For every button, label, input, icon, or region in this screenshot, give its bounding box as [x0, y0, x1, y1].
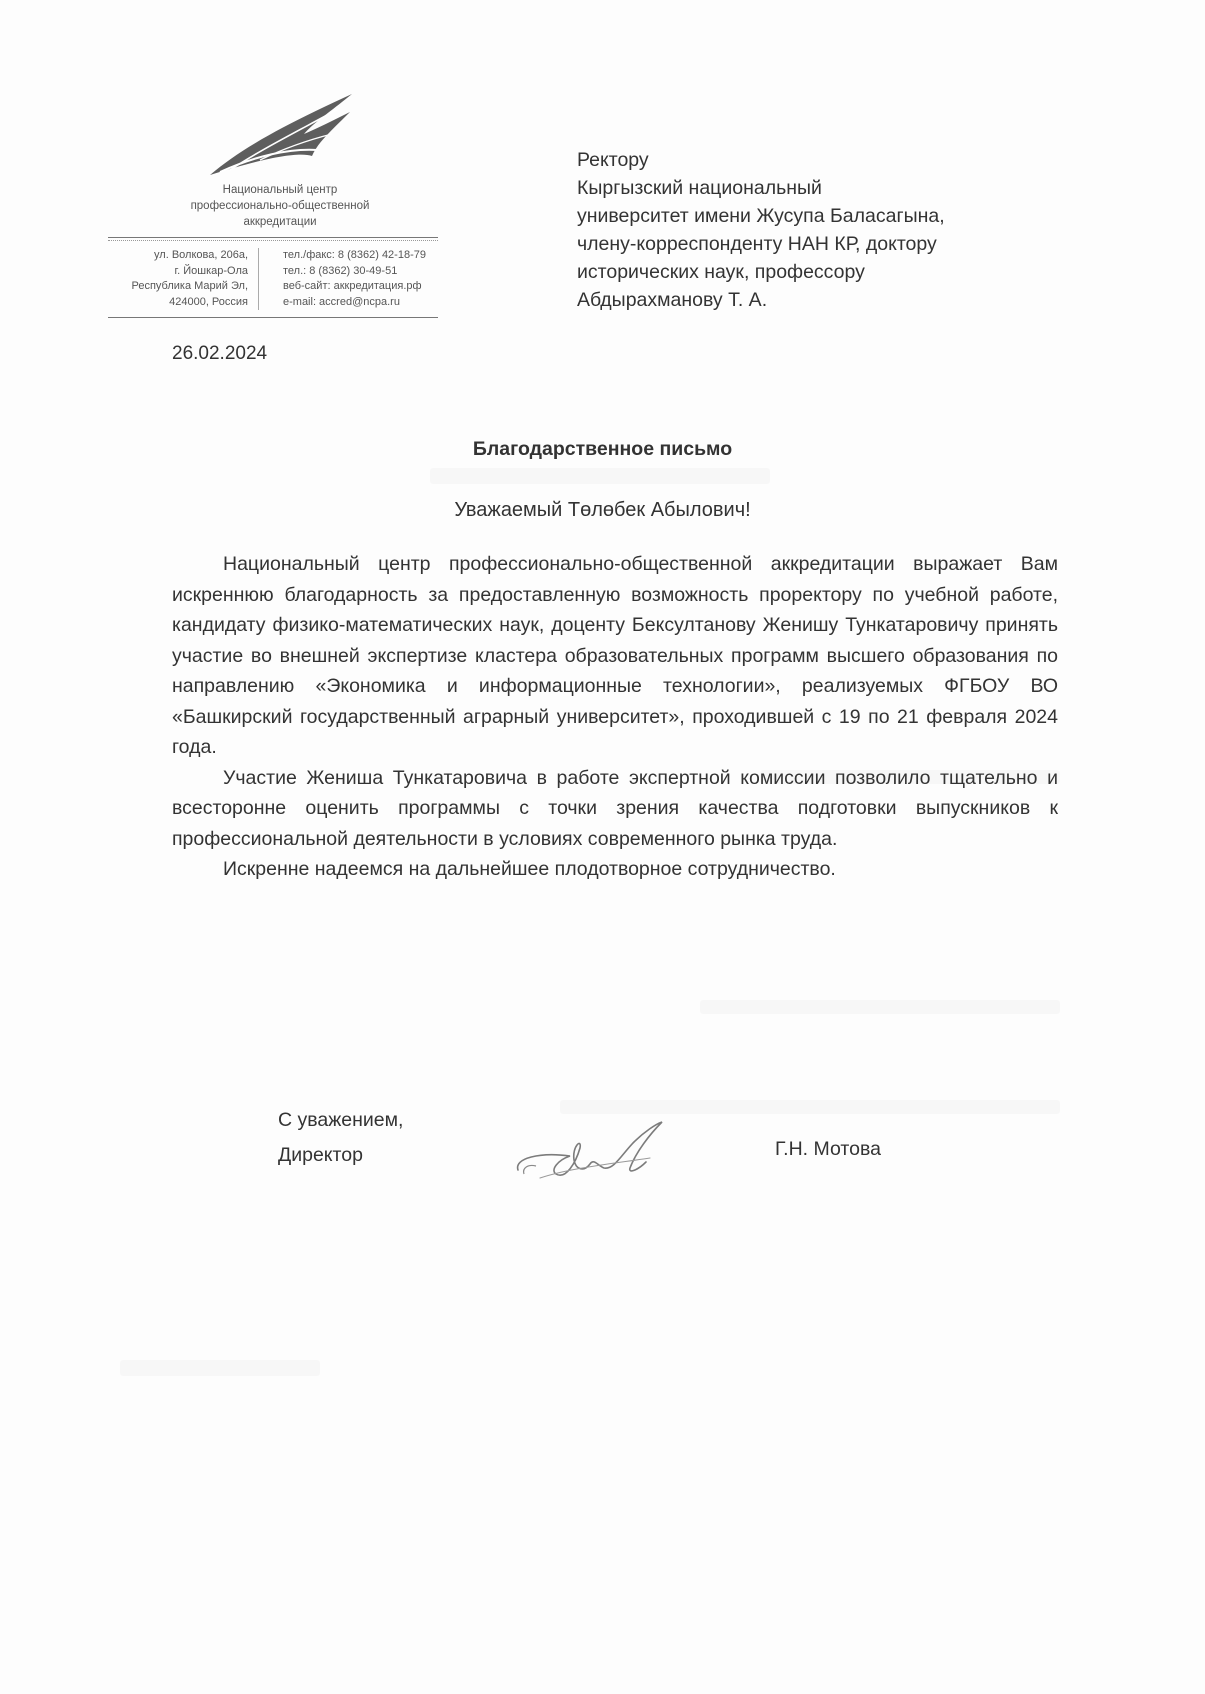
closing-regards: С уважением,: [278, 1109, 404, 1131]
letter-title: Благодарственное письмо: [472, 438, 733, 460]
contact-line: веб-сайт: аккредитация.рф: [283, 280, 422, 292]
body-paragraph: Национальный центр профессионально-общественной аккредитации выражает Вам искреннюю благодарность за предоставленную возможность проректору по учебной работе, кандидату физико-математических наук, доценту Бексултанову Женишу Тункатаровичу принять участие во внешней экспертизе кластера образовательных программ высшего образования по направлению «Экономика и информационные технологии», реализуемых ФГБОУ ВО «Башкирский государственный аграрный университет», проходившей с 19 по 21 февраля 2024 года.: [172, 553, 1058, 758]
letterhead-divider: [108, 237, 438, 238]
org-name-line: профессионально-общественной: [190, 200, 370, 212]
addressee-line: Абдырахманову Т. А.: [577, 289, 768, 311]
contact-line: тел./факс: 8 (8362) 42-18-79: [283, 249, 426, 261]
org-name-line: аккредитации: [243, 216, 317, 228]
letterhead-contacts: [108, 248, 438, 312]
show-through-mark: [120, 1360, 320, 1376]
org-name: [130, 182, 430, 230]
show-through-mark: [430, 468, 770, 484]
closing-block: [278, 1103, 403, 1173]
org-contacts: [283, 248, 443, 310]
address-line: ул. Волкова, 206а,: [154, 249, 248, 261]
body-paragraph: Искренне надеемся на дальнейшее плодотворное сотрудничество.: [223, 858, 836, 880]
addressee-line: члену-корреспонденту НАН КР, доктору: [577, 233, 937, 255]
addressee-block: [577, 146, 1097, 314]
show-through-mark: [700, 1000, 1060, 1014]
addressee-line: Ректору: [577, 149, 649, 171]
signer-name: Г.Н. Мотова: [775, 1138, 881, 1160]
contact-line: тел.: 8 (8362) 30-49-51: [283, 264, 398, 277]
letterhead-divider: [108, 317, 438, 318]
letterhead-divider: [108, 240, 438, 241]
body-paragraph: Участие Жениша Тункатаровича в работе экспертной комиссии позволило тщательно и всесторонне оценить программы с точки зрения качества подготовки выпускников к профессиональной деятельности в условиях современного рынка труда.: [172, 766, 1058, 850]
addressee-line: Кыргызский национальный: [577, 177, 822, 199]
contacts-separator: [258, 248, 259, 310]
address-line: Республика Марий Эл,: [131, 280, 248, 292]
letter-body: [172, 549, 1058, 885]
signer-position: Директор: [278, 1144, 363, 1166]
addressee-line: университет имени Жусупа Баласагына,: [577, 205, 945, 227]
handwritten-signature-icon: [510, 1108, 680, 1188]
letter-salutation: Уважаемый Төлөбек Абылович!: [454, 499, 751, 521]
address-line: г. Йошкар-Ола: [174, 264, 248, 277]
contact-line: e-mail: accred@ncpa.ru: [283, 295, 400, 308]
org-address: [108, 248, 248, 310]
ncpa-wing-logo-icon: [200, 90, 360, 180]
letter-date: 26.02.2024: [172, 343, 268, 364]
addressee-line: исторических наук, профессору: [577, 261, 865, 283]
org-name-line: Национальный центр: [222, 184, 338, 196]
address-line: 424000, Россия: [169, 295, 248, 308]
